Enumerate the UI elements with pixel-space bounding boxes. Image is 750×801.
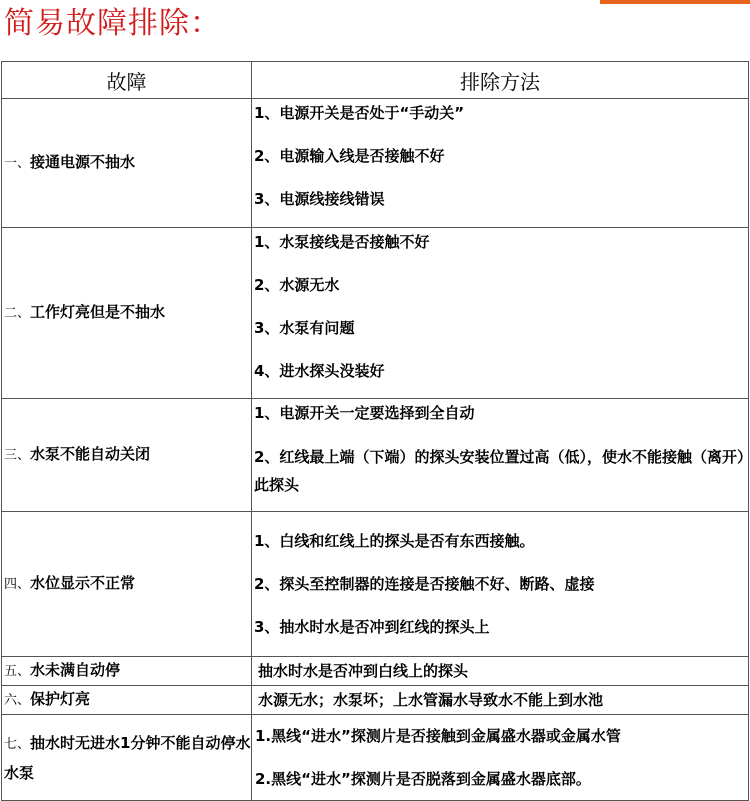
method-cell xyxy=(252,715,749,801)
method-line: 3、抽水时水是否冲到红线的探头上 xyxy=(254,618,490,636)
table-row xyxy=(2,228,749,399)
fault-number: 五、 xyxy=(4,664,31,679)
troubleshooting-table xyxy=(1,61,749,801)
method-line: 3、电源线接线错误 xyxy=(254,190,385,208)
table-row xyxy=(2,99,749,228)
fault-cell xyxy=(2,512,252,657)
fault-text: 水未满自动停 xyxy=(30,661,121,679)
method-line: 2.黑线“进水”探测片是否脱落到金属盛水器底部。 xyxy=(255,770,591,788)
fault-text: 水泵不能自动关闭 xyxy=(30,445,151,463)
method-line: 2、电源输入线是否接触不好 xyxy=(254,147,445,165)
fault-cell xyxy=(2,686,252,715)
fault-text: 接通电源不抽水 xyxy=(30,153,136,171)
fault-text: 工作灯亮但是不抽水 xyxy=(30,303,166,321)
method-line: 1、白线和红线上的探头是否有东西接触。 xyxy=(254,532,535,550)
method-line: 1、水泵接线是否接触不好 xyxy=(254,233,430,251)
method-line: 2、探头至控制器的连接是否接触不好、断路、虚接 xyxy=(254,575,595,593)
method-cell xyxy=(252,686,749,715)
method-line: 3、水泵有问题 xyxy=(254,319,355,337)
table-row xyxy=(2,715,749,801)
table-header-row xyxy=(2,62,749,99)
method-cell xyxy=(252,512,749,657)
method-cell xyxy=(252,399,749,512)
header-fault: 故障 xyxy=(2,62,252,99)
table-row xyxy=(2,399,749,512)
method-line: 1、电源开关一定要选择到全自动 xyxy=(254,404,475,422)
fault-number: 四、 xyxy=(4,577,31,592)
fault-number: 七、 xyxy=(4,736,31,752)
fault-number: 六、 xyxy=(4,693,31,708)
table-row xyxy=(2,657,749,686)
table-row xyxy=(2,512,749,657)
header-method: 排除方法 xyxy=(252,62,749,99)
fault-cell xyxy=(2,715,252,801)
method-line: 抽水时水是否冲到白线上的探头 xyxy=(258,662,469,680)
method-cell xyxy=(252,99,749,228)
fault-text: 保护灯亮 xyxy=(30,690,91,708)
fault-cell xyxy=(2,99,252,228)
fault-number: 二、 xyxy=(4,306,31,321)
method-line: 2、红线最上端（下端）的探头安装位置过高（低），使水不能接触（离开）此探头 xyxy=(254,448,745,494)
method-line: 2、水源无水 xyxy=(254,276,340,294)
page-title: 简易故障排除： xyxy=(4,6,221,41)
top-accent-bar xyxy=(600,0,750,4)
fault-number: 三、 xyxy=(4,448,31,463)
fault-cell xyxy=(2,657,252,686)
method-line: 1.黑线“进水”探测片是否接触到金属盛水器或金属水管 xyxy=(255,727,621,745)
fault-text: 抽水时无进水1分钟不能自动停水水泵 xyxy=(4,733,251,782)
method-line: 1、电源开关是否处于“手动关” xyxy=(254,104,465,122)
method-cell xyxy=(252,657,749,686)
method-cell xyxy=(252,228,749,399)
fault-text: 水位显示不正常 xyxy=(30,574,136,592)
fault-cell xyxy=(2,399,252,512)
table-row xyxy=(2,686,749,715)
fault-cell xyxy=(2,228,252,399)
fault-number: 一、 xyxy=(4,156,31,171)
method-line: 4、进水探头没装好 xyxy=(254,362,385,380)
method-line: 水源无水；水泵坏；上水管漏水导致水不能上到水池 xyxy=(258,691,604,709)
